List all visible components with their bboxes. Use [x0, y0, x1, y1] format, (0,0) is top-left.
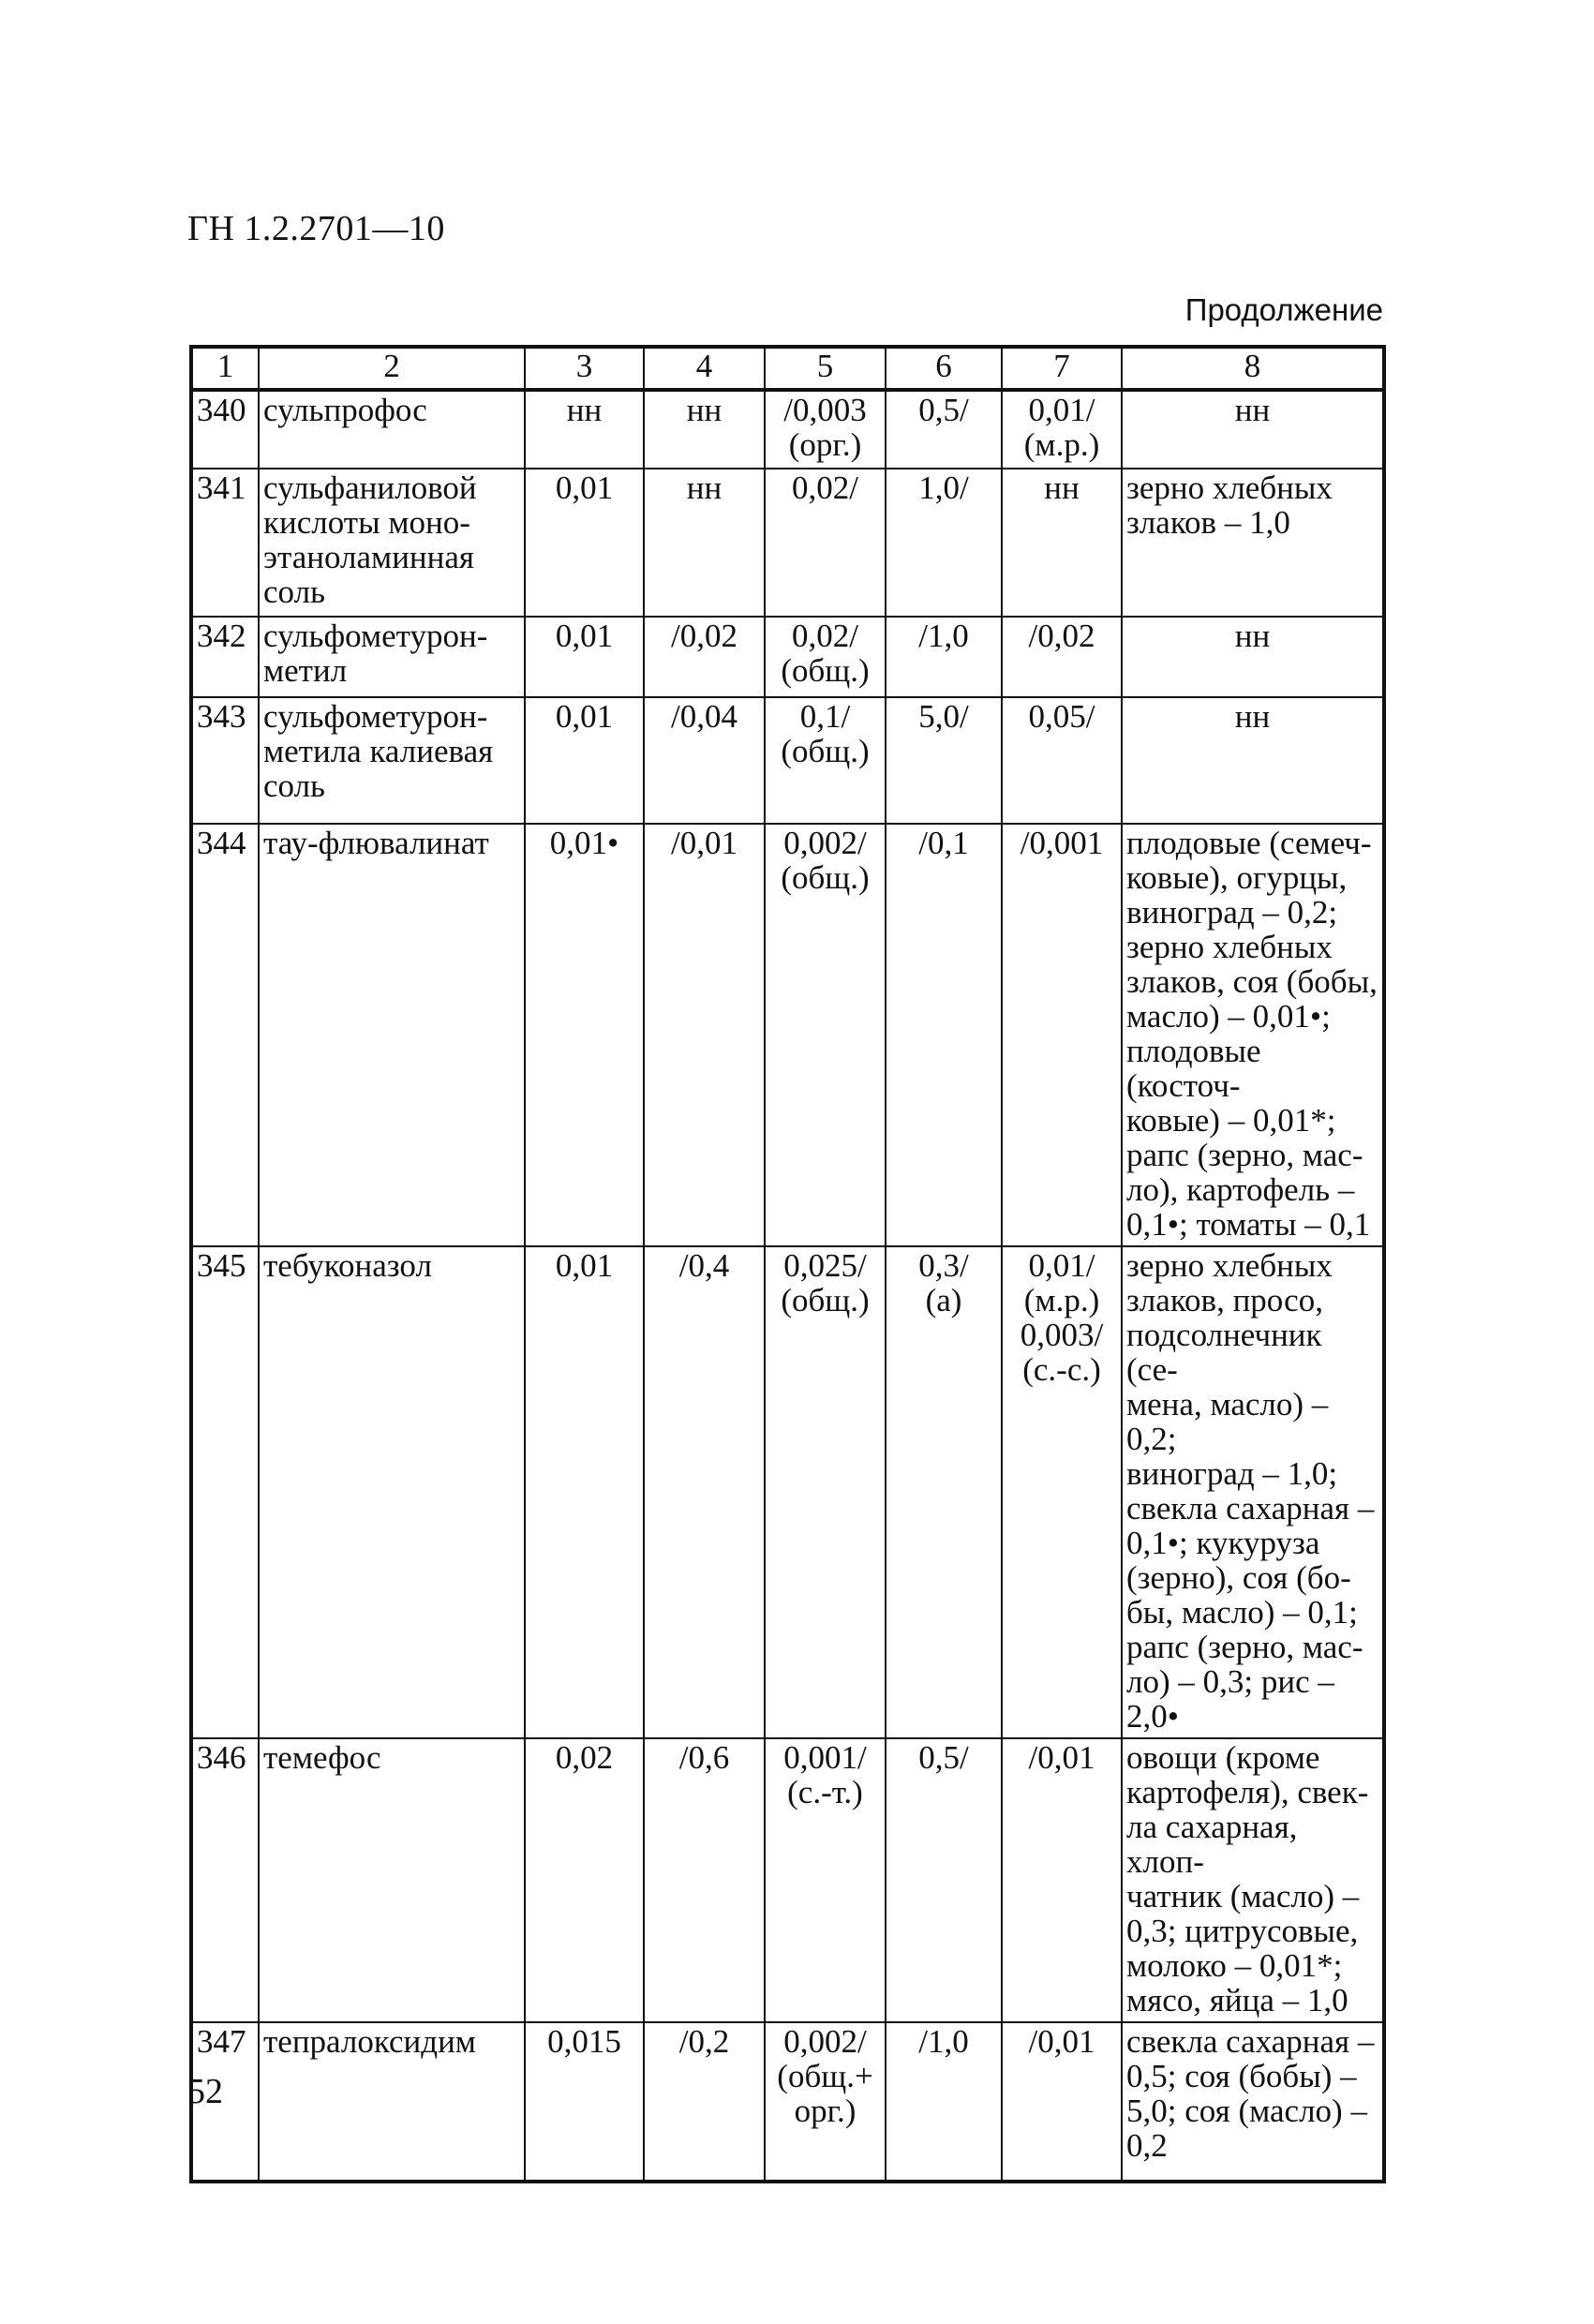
table-row — [191, 697, 1384, 824]
cell-col-8: плодовые (семеч- ковые), огурцы, виноград – 0,2; зерно хлебных злаков, соя (бобы, масло) – 0,01•; плодовые (косточ- ковые) – 0,01*; рапс (зерно, мас- ло), картофель – 0,1•; томаты – 0,1 — [1122, 824, 1384, 1246]
cell-col-6: 0,3/ (а) — [886, 1246, 1002, 1738]
cell-col-4: /0,2 — [644, 2022, 765, 2182]
substance-number: 343 — [191, 697, 259, 824]
cell-col-4: /0,01 — [644, 824, 765, 1246]
cell-col-4: /0,6 — [644, 1738, 765, 2022]
column-header: 2 — [259, 347, 525, 390]
continuation-label: Продолжение — [1184, 292, 1383, 327]
substance-number: 344 — [191, 824, 259, 1246]
cell-col-8: нн — [1122, 697, 1384, 824]
norms-table — [189, 345, 1386, 2183]
table-row — [191, 824, 1384, 1246]
substance-name: тебуконазол — [259, 1246, 525, 1738]
cell-col-3: 0,02 — [525, 1738, 644, 2022]
cell-col-7: /0,01 — [1002, 1738, 1122, 2022]
cell-col-7: нн — [1002, 469, 1122, 617]
cell-col-8: нн — [1122, 390, 1384, 469]
column-header: 5 — [765, 347, 886, 390]
cell-col-5: 0,002/ (общ.+ орг.) — [765, 2022, 886, 2182]
cell-col-7: 0,01/ (м.р.) — [1002, 390, 1122, 469]
cell-col-8: овощи (кроме картофеля), свек- ла сахарная, хлоп- чатник (масло) – 0,3; цитрусовые, молоко – 0,01*; мясо, яйца – 1,0 — [1122, 1738, 1384, 2022]
cell-col-3: 0,01 — [525, 469, 644, 617]
cell-col-3: 0,01• — [525, 824, 644, 1246]
table-row — [191, 1246, 1384, 1738]
substance-number: 347 — [191, 2022, 259, 2182]
table-row — [191, 469, 1384, 617]
substance-name: сульфометурон- метила калиевая соль — [259, 697, 525, 824]
cell-col-3: нн — [525, 390, 644, 469]
cell-col-4: нн — [644, 469, 765, 617]
column-header: 4 — [644, 347, 765, 390]
cell-col-5: 0,02/ — [765, 469, 886, 617]
cell-col-7: 0,05/ — [1002, 697, 1122, 824]
cell-col-6: 0,5/ — [886, 1738, 1002, 2022]
cell-col-5: 0,025/ (общ.) — [765, 1246, 886, 1738]
cell-col-5: 0,002/ (общ.) — [765, 824, 886, 1246]
cell-col-8: свекла сахарная – 0,5; соя (бобы) – 5,0; соя (масло) – 0,2 — [1122, 2022, 1384, 2182]
substance-name: тау-флювалинат — [259, 824, 525, 1246]
substance-number: 346 — [191, 1738, 259, 2022]
cell-col-8: зерно хлебных злаков – 1,0 — [1122, 469, 1384, 617]
cell-col-5: 0,001/ (с.-т.) — [765, 1738, 886, 2022]
column-header: 7 — [1002, 347, 1122, 390]
substance-name: сульфаниловой кислоты моно- этаноламинная соль — [259, 469, 525, 617]
column-header: 3 — [525, 347, 644, 390]
substance-name: темефос — [259, 1738, 525, 2022]
table-row — [191, 617, 1384, 697]
cell-col-5: 0,02/ (общ.) — [765, 617, 886, 697]
cell-col-8: зерно хлебных злаков, просо, подсолнечник (се- мена, масло) – 0,2; виноград – 1,0; свекла сахарная – 0,1•; кукуруза (зерно), соя (бо- бы, масло) – 0,1; рапс (зерно, мас- ло) – 0,3; рис – 2,0• — [1122, 1246, 1384, 1738]
substance-number: 345 — [191, 1246, 259, 1738]
cell-col-6: /0,1 — [886, 824, 1002, 1246]
cell-col-3: 0,015 — [525, 2022, 644, 2182]
cell-col-3: 0,01 — [525, 1246, 644, 1738]
cell-col-6: /1,0 — [886, 2022, 1002, 2182]
cell-col-3: 0,01 — [525, 617, 644, 697]
cell-col-3: 0,01 — [525, 697, 644, 824]
cell-col-4: /0,04 — [644, 697, 765, 824]
cell-col-4: /0,02 — [644, 617, 765, 697]
cell-col-7: /0,02 — [1002, 617, 1122, 697]
table-body — [191, 390, 1384, 2182]
substance-name: сульпрофос — [259, 390, 525, 469]
substance-name: тепралоксидим — [259, 2022, 525, 2182]
header-row — [191, 347, 1384, 390]
cell-col-5: 0,1/ (общ.) — [765, 697, 886, 824]
cell-col-7: 0,01/ (м.р.) 0,003/ (с.-с.) — [1002, 1246, 1122, 1738]
cell-col-6: /1,0 — [886, 617, 1002, 697]
cell-col-7: /0,01 — [1002, 2022, 1122, 2182]
cell-col-5: /0,003 (орг.) — [765, 390, 886, 469]
substance-number: 342 — [191, 617, 259, 697]
substance-number: 341 — [191, 469, 259, 617]
page-number: 52 — [187, 2072, 223, 2111]
cell-col-4: /0,4 — [644, 1246, 765, 1738]
table-row — [191, 1738, 1384, 2022]
substance-number: 340 — [191, 390, 259, 469]
table-row — [191, 390, 1384, 469]
cell-col-8: нн — [1122, 617, 1384, 697]
cell-col-6: 0,5/ — [886, 390, 1002, 469]
cell-col-7: /0,001 — [1002, 824, 1122, 1246]
column-header: 1 — [191, 347, 259, 390]
column-header: 6 — [886, 347, 1002, 390]
cell-col-6: 5,0/ — [886, 697, 1002, 824]
document-code: ГН 1.2.2701—10 — [187, 209, 445, 248]
cell-col-6: 1,0/ — [886, 469, 1002, 617]
table-row — [191, 2022, 1384, 2182]
cell-col-4: нн — [644, 390, 765, 469]
substance-name: сульфометурон- метил — [259, 617, 525, 697]
column-header: 8 — [1122, 347, 1384, 390]
